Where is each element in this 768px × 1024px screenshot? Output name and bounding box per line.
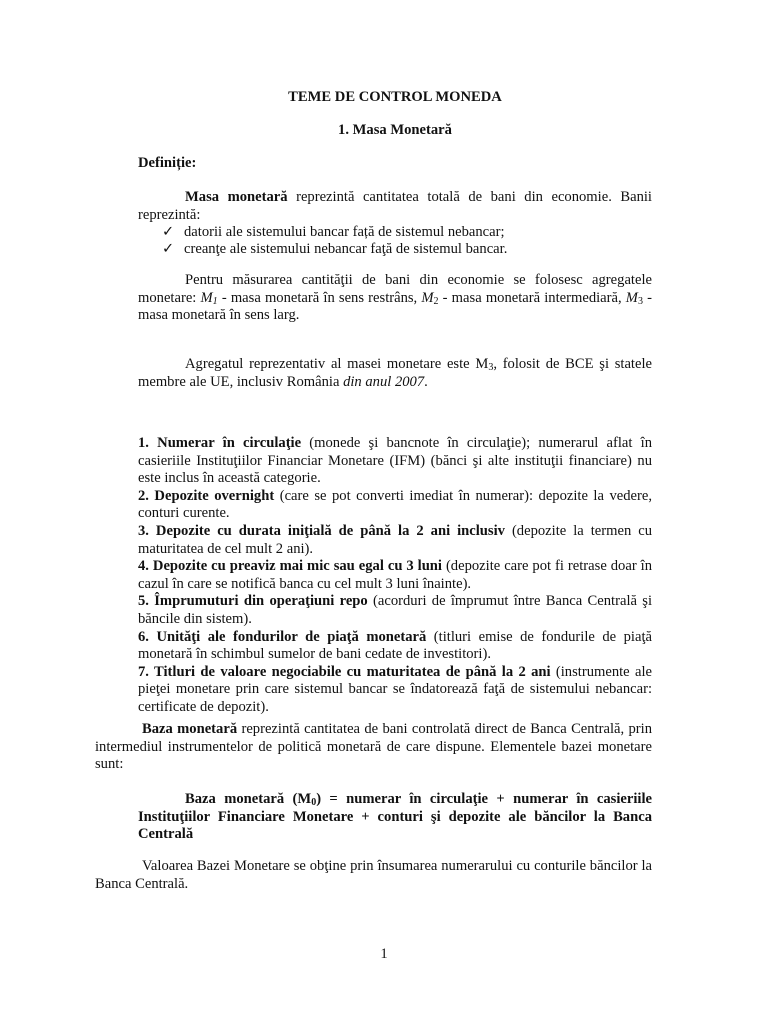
document-title: TEME DE CONTROL MONEDA [288, 89, 502, 105]
list-item: 1. Numerar în circulaţie (monede şi bancnote în circulaţie); numerarul aflat în casieriile Instituţiilor Financiar Monetare (IFM) (bănci şi alte instituţii financiare) nu este inclus în această categorie. [138, 435, 652, 487]
list-item: 6. Unităţi ale fondurilor de piaţă monetară (titluri emise de fondurile de piaţă monetară în schimbul sumelor de bani cedate de investitori). [138, 628, 652, 663]
checklist-item: ✓ creanţe ale sistemului nebancar faţă de sistemul bancar. [162, 241, 508, 257]
formula-baza-monetara: Baza monetară $(M_0)$ = numerar în circulaţie + numerar în casieriile Instituţiilor Financiare Monetare + conturi şi depozite ale băncilor la Banca Centrală [138, 791, 652, 843]
list-item: 7. Titluri de valoare negociabile cu maturitatea de până la 2 ani (instrumente ale pieţei monetare prin care sistemul bancar se îndatorează faţă de sistemului nebancar: certificate de depozit). [138, 663, 652, 715]
definition-heading: Definiție: [138, 155, 197, 171]
list-item: 5. Împrumuturi din operaţiuni repo (acorduri de împrumut între Banca Centrală şi băncile din sistem). [138, 593, 653, 627]
checklist-item: ✓ datorii ale sistemului bancar față de sistemul nebancar; [162, 224, 505, 240]
list-item: 2. Depozite overnight (care se pot converti imediat în numerar): depozite la vedere, conturi curente. [138, 487, 652, 522]
components-list [138, 435, 652, 717]
paragraph-valoarea-bazei: Valoarea Bazei Monetare se obţine prin însumarea numerarului cu conturile băncilor la Banca Centrală. [95, 858, 652, 892]
checkmark-icon: ✓ [162, 224, 175, 240]
paragraph-agregat-reprezentativ: Agregatul reprezentativ al masei monetare este $M_3$, folosit de BCE şi statele membre ale UE, inclusiv România din anul 2007. [138, 356, 653, 390]
section-heading: 1. Masa Monetară [338, 122, 452, 138]
checkmark-icon: ✓ [162, 241, 175, 257]
paragraph-baza-monetara: Baza monetară reprezintă cantitatea de bani controlată direct de Banca Centrală, prin intermediul instrumentelor de politică monetară de care dispune. Elementele bazei monetare sunt: [95, 721, 652, 773]
list-item: 4. Depozite cu preaviz mai mic sau egal cu 3 luni (depozite care pot fi retrase doar în cazul în care se notifică banca cu cel mult 3 luni înainte). [138, 558, 652, 592]
paragraph-masa-monetara: Masa monetară reprezintă cantitatea totală de bani din economie. Banii reprezintă: [138, 189, 652, 223]
page-number: 1 [380, 946, 388, 962]
list-item: 3. Depozite cu durata iniţială de până la 2 ani inclusiv (depozite la termen cu maturitatea de cel mult 2 ani). [138, 522, 652, 557]
paragraph-agregate: Pentru măsurarea cantităţii de bani din economie se folosesc agregatele monetare: $M_1$ - masa monetară în sens restrâns, $M_2$ - masa monetară intermediară, $M_3$ - masa monetară în sens larg. [138, 272, 652, 324]
